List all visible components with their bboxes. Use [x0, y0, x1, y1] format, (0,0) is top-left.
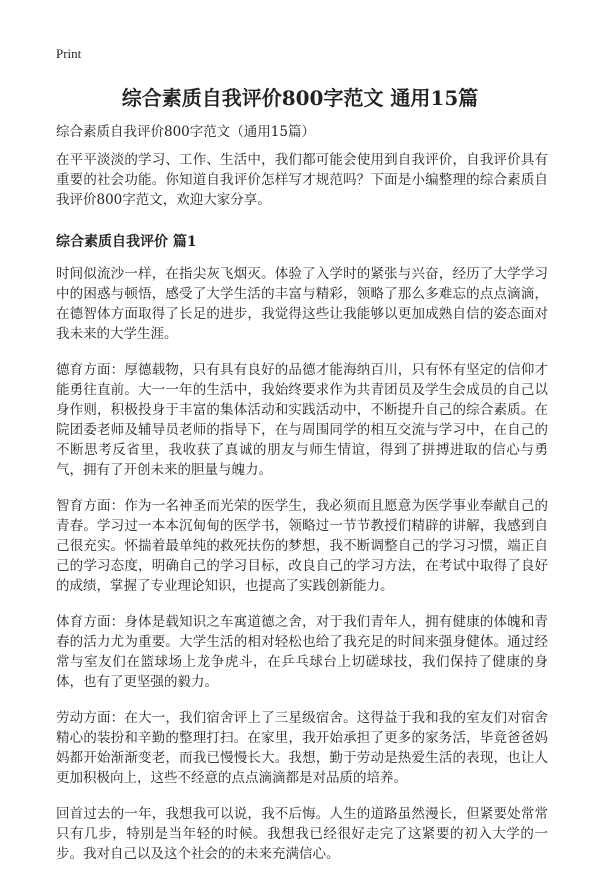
- document-body: [56, 150, 548, 880]
- print-link[interactable]: Print: [56, 46, 82, 61]
- intro-paragraph: 在平平淡淡的学习、工作、生活中，我们都可能会使用到自我评价，自我评价具有重要的社会功能。你知道自我评价怎样写才规范吗？下面是小编整理的综合素质自我评价800字范文，欢迎大家分享。: [56, 152, 548, 208]
- body-paragraph-1: 时间似流沙一样，在指尖灰飞烟灭。体验了入学时的紧张与兴奋，经历了大学学习中的困惑与顿悟，感受了大学生活的丰富与精彩，领略了那么多难忘的点点滴滴，在德智体方面取得了长足的进步，我觉得这些让我能够以更加成熟自信的姿态面对我未来的大学生涯。: [56, 266, 548, 342]
- document-subtitle: 综合素质自我评价800字范文（通用15篇）: [56, 124, 315, 140]
- section-heading: 综合素质自我评价 篇1: [56, 234, 197, 250]
- body-paragraph-5: 劳动方面：在大一，我们宿舍评上了三星级宿舍。这得益于我和我的室友们对宿舍精心的装扮和辛勤的整理打扫。在家里，我开始承担了更多的家务活，毕竟爸爸妈妈都开始渐渐变老，而我已慢慢长大。我想，勤于劳动是热爱生活的表现，也让人更加积极向上，这些不经意的点点滴滴都是对品质的培养。: [56, 710, 548, 786]
- body-paragraph-2: 德育方面：厚德载物，只有具有良好的品德才能海纳百川，只有怀有坚定的信仰才能勇往直前。大一一年的生活中，我始终要求作为共青团员及学生会成员的自己以身作则，积极投身于丰富的集体活动和实践活动中，不断提升自己的综合素质。在院团委老师及辅导员老师的指导下，在与周围同学的相互交流与学习中，在自己的不断思考反省里，我收获了真诚的朋友与师生情谊，得到了拼搏进取的信心与勇气，拥有了开创未来的胆量与魄力。: [56, 362, 548, 478]
- page-title: 综合素质自我评价800字范文 通用15篇: [121, 86, 479, 110]
- body-paragraph-3: 智育方面：作为一名神圣而光荣的医学生，我必须而且愿意为医学事业奉献自己的青春。学习过一本本沉甸甸的医学书，领略过一节节教授们精辟的讲解，我感到自己很充实。怀揣着最单纯的救死扶伤的梦想，我不断调整自己的学习习惯，端正自己的学习态度，明确自己的学习目标，改良自己的学习方法，在考试中取得了良好的成绩，掌握了专业理论知识，也提高了实践创新能力。: [56, 498, 548, 594]
- body-paragraph-4: 体育方面：身体是载知识之车寓道德之舍，对于我们青年人，拥有健康的体魄和青春的活力尤为重要。大学生活的相对轻松也给了我充足的时间来强身健体。通过经常与室友们在篮球场上龙争虎斗，在乒乓球台上切磋球技，我们保持了健康的身体，也有了更坚强的毅力。: [56, 614, 548, 690]
- body-paragraph-6: 回首过去的一年，我想我可以说，我不后悔。人生的道路虽然漫长，但紧要处常常只有几步，特别是当年轻的时候。我想我已经很好走完了这紧要的初入大学的一步。我对自己以及这个社会的的未来充满信心。: [56, 806, 548, 862]
